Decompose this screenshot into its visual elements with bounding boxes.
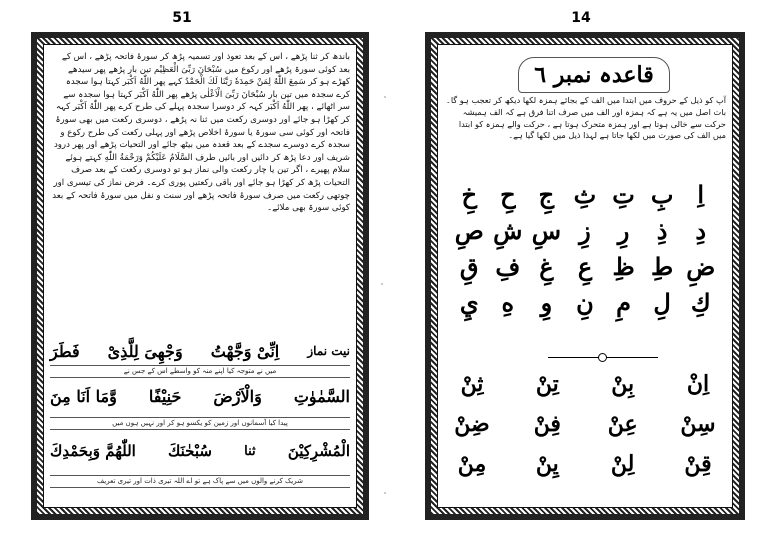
letter-cell: عِ [577, 252, 593, 281]
letter-cell: سِ [531, 216, 562, 245]
prayer-line-3 [50, 433, 350, 469]
lesson-title: قاعدہ نمبر ٦ [518, 57, 670, 93]
scan-speck [381, 283, 383, 285]
word-cell: يِنْ [535, 451, 559, 477]
prayer-line-2 [50, 379, 350, 413]
letter-cell: لِ [653, 288, 671, 317]
prayer-translation-1: میں نے متوجہ کیا اپنے منہ کو واسطے اس کے جس نے [50, 365, 350, 378]
word-cell: بِنْ [611, 371, 635, 397]
letter-cell: هِ [501, 288, 515, 317]
letter-row [450, 213, 720, 249]
letter-grid [450, 177, 720, 321]
letter-cell: رِ [617, 216, 630, 245]
letter-cell: طِ [651, 252, 674, 281]
prayer-word: وَجْهِیَ لِلَّذِیْ [107, 341, 183, 361]
word-cell: مِنْ [457, 451, 487, 477]
prayer-translation-2: پیدا کیا آسمانوں اور زمین کو یکسو ہو کر اور نہیں ہوں میں [50, 417, 350, 430]
prayer-word: ثنا [244, 443, 256, 459]
word-cell: ضِنْ [454, 411, 490, 437]
scan-speck [384, 492, 386, 494]
letter-cell: حِ [500, 180, 516, 209]
prayer-word: حَنِیْفًا [148, 386, 182, 406]
letter-cell: يِ [459, 288, 479, 317]
prayer-word: السَّمٰوٰتِ [293, 386, 350, 406]
scan-speck [384, 96, 386, 98]
prayer-translation-3: شریک کرنے والوں میں سے پاک ہے تو اے اللہ تیری ذات اور تیری تعریف [50, 475, 350, 488]
letter-cell: ثِ [573, 180, 597, 209]
letter-cell: فِ [495, 252, 521, 281]
word-cell: لِنْ [610, 451, 635, 477]
letter-cell: وِ [540, 288, 553, 317]
lesson-intro-paragraph: آپ کو ذیل کے حروف میں ابتدا میں الف کے بجائے ہمزہ لکھا دیکھ کر تعجب ہو گا۔ بات اصل میں یہ ہے کہ ہمزہ اور الف میں صرف اتنا فرق ہے کہ الف ہمیشہ حرکت سے خالی ہوتا ہے اور ہمزہ متحرک ہوتا ہے ، حرکت والے ہمزہ کو ابتدا میں الف کی صورت میں لکھا جاتا ہے لہذا ذیل میں لکھا گیا ہے۔ [446, 95, 726, 141]
word-row [450, 409, 720, 439]
prayer-instructions-paragraph: باندھ کر ثنا پڑھے ، اس کے بعد تعوذ اور تسمیہ پڑھ کر سورۂ فاتحہ پڑھے ، اس کے بعد کوئی سورۃ پڑھے اور رکوع میں سُبْحَانَ رَبِّیَ الْعَظِیْم تین بار پڑھے پھر سیدھے کھڑے ہو کر سَمِعَ اللّٰهُ لِمَنْ حَمِدَهٗ رَبَّنَا لَكَ الْحَمْدُ کہے پھر اللّٰهُ اَكْبَر کہتا ہوا سجدہ کرے سجدہ میں تین بار سُبْحَانَ رَبِّیَ الْاَعْلٰی پڑھے پھر اللّٰهُ اَكْبَر کہتا ہوا سجدہ سے سر اٹھائے ، پھر اللّٰهُ اَكْبَر کہہ کر دوسرا سجدہ پہلے کی طرح کرے پھر اللّٰهُ اَكْبَر کہہ کر کھڑا ہو جائے اور دوسری رکعت میں ثنا نہ پڑھے ، دوسری رکعت میں بھی سورۂ فاتحہ اور کوئی سی سورۃ یا سورۂ اخلاص پڑھے اور پہلی رکعت کی طرح رکوع و سجدہ کرے دوسرے سجدے کے بعد قعدہ میں بیٹھ جائے اور التحیات پڑھے اور پھر درود شریف اور دعا پڑھ کر دائیں اور بائیں طرف السَّلَامُ عَلَیْكُمْ وَرَحْمَةُ اللّٰهِ کہتے ہوئے سلام پھیرے ، اگر تین یا چار رکعت والی نماز ہو تو دوسری رکعت کے بعد صرف التحیات پڑھ کر کھڑا ہو جائے اور باقی رکعتیں پوری کرے۔ فرض نماز کی تیسری اور چوتھی رکعت میں صرف سورۂ فاتحہ پڑھے اور سنت و نفل میں سورۂ فاتحہ کے بعد کوئی سورۃ بھی ملائے۔ [52, 52, 350, 214]
letter-cell: بِ [650, 180, 674, 209]
letter-cell: مِ [616, 288, 631, 317]
letter-row [450, 285, 720, 321]
divider-ornament [598, 353, 607, 362]
letter-row [450, 249, 720, 285]
prayer-word: سُبْحٰنَكَ [168, 442, 212, 460]
word-cell: قِنْ [684, 451, 712, 477]
left-page-border [31, 32, 369, 520]
letter-cell: جِ [538, 180, 555, 209]
letter-cell: قِ [459, 252, 479, 281]
right-page-border [425, 32, 745, 520]
letter-cell: كِ [690, 288, 711, 317]
word-grid [450, 369, 720, 479]
letter-cell: خِ [461, 180, 477, 209]
word-cell: ثِنْ [460, 371, 484, 397]
letter-cell: ذِ [656, 216, 668, 245]
word-cell: فِنْ [533, 411, 561, 437]
word-cell: سِنْ [680, 411, 716, 437]
left-page [0, 0, 382, 539]
word-row [450, 449, 720, 479]
right-page-content [437, 44, 733, 508]
word-cell: تِنْ [535, 371, 559, 397]
page-number-right: 14 [571, 10, 591, 26]
prayer-line-1 [50, 339, 350, 363]
prayer-word: اللّٰهُمَّ وَبِحَمْدِكَ [50, 442, 136, 460]
letter-cell: زِ [579, 216, 591, 245]
word-cell: عِنْ [607, 411, 638, 437]
letter-cell: دِ [695, 216, 707, 245]
left-page-content [43, 44, 357, 508]
prayer-word: فَطَرَ [50, 341, 80, 361]
right-page [383, 0, 765, 539]
letter-cell: غِ [539, 252, 554, 281]
letter-cell: صِ [454, 216, 484, 245]
letter-cell: ضِ [686, 252, 716, 281]
page-number-left: 51 [172, 10, 192, 26]
prayer-word: وَالْاَرْضَ [213, 386, 262, 406]
letter-cell: اِ [697, 180, 705, 209]
prayer-word: الْمُشْرِكِیْنَ [287, 442, 350, 460]
prayer-word: اِنِّیْ وَجَّهْتُ [210, 341, 280, 361]
prayer-word: نیت نماز [307, 344, 350, 358]
letter-row [450, 177, 720, 213]
prayer-word: وَّمَا اَنَا مِنَ [50, 386, 117, 406]
letter-cell: نِ [576, 288, 594, 317]
letter-cell: شِ [493, 216, 523, 245]
word-cell: اِنْ [686, 371, 710, 397]
letter-cell: تِ [612, 180, 635, 209]
letter-cell: ظِ [612, 252, 635, 281]
word-row [450, 369, 720, 399]
